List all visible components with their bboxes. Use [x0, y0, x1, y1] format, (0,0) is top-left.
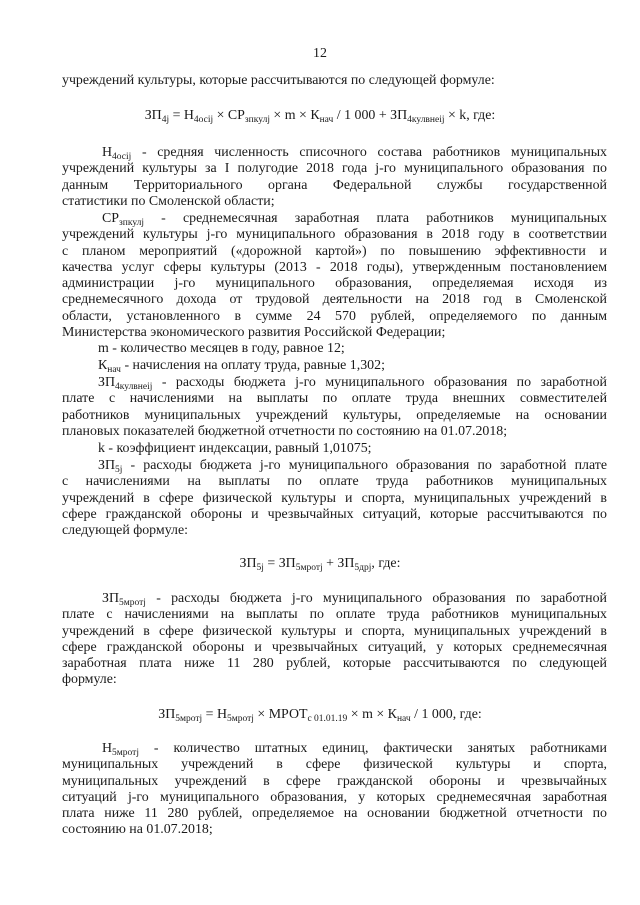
paragraph-knach: $К_{нач}$ - начисления на оплату труда, равные 1,302; — [98, 358, 385, 375]
formula-zp4j: $ЗП_{4j} = Н_{4осіj} \times СР_{зпкулj} \times m \times К_{нач} / 1$ $000 + ЗП_{4кулвнеіj} \times k$, где: — [144, 108, 496, 125]
paragraph-k: k - коэффициент индексации, равный 1,01075; — [98, 441, 372, 456]
paragraph-zp5j: $ЗП_{5j}$ - расходы бюджета j-го муниципального образования по заработной плате с начислениями на выплаты по оплате труда работников муниципальных учреждений в сфере физической культуры и спорта, муниципальных учреждений в сфере гражданской обороны и чрезвычайных ситуаций, которые рассчитываются по следующей формуле: — [62, 458, 607, 539]
paragraph-n5mrotj: $Н_{5мротj}$ - количество штатных единиц, фактически занятых работниками муниципальных учреждений в сфере физической культуры и спорта, муниципальных учреждений в сфере гражданской обороны и чрезвычайных ситуаций j-го муниципального образования, у которых среднемесячная заработная плата ниже 11 280 рублей, определяемое на основании бюджетной отчетности по состоянию на 01.07.2018; — [62, 741, 607, 838]
paragraph-n4osij: $Н_{4осіj}$ - средняя численность списочного состава работников муниципальных учреждений культуры за I полугодие 2018 года j-го муниципального образования по данным Территориального органа Федеральной службы государственной статистики по Смоленской области; — [62, 145, 607, 209]
paragraph-zp4kulvneij: $ЗП_{4кулвнеіj}$ - расходы бюджета j-го муниципального образования по заработной плате с начислениями на выплаты по оплате труда внешних совместителей работников муниципальных учреждений культуры, определяемые на основании плановых показателей бюджетной отчетности по состоянию на 01.07.2018; — [62, 375, 607, 439]
formula-zp5mrotj: $ЗП_{5мротj} = Н_{5мротj}$ × $МРОТ_{с 01.01.19} \times m \times К_{нач} / 1$ 000, где: — [158, 707, 482, 724]
paragraph-sr-zpkulj: $СР_{зпкулj}$ - среднемесячная заработная плата работников муниципальных учреждений культуры j-го муниципального образования в 2018 году в соответствии с планом мероприятий («дорожной картой») по повышению эффективности и качества услуг сферы культуры (2013 - 2018 годы), утвержденным постановлением администрации j-го муниципального образования, определяемая исходя из среднемесячного дохода от трудовой деятельности на 2018 год в Смоленской области, установленного в сумме 24 570 рублей, определяемого по данным Министерства экономического развития Российской Федерации; — [62, 211, 607, 341]
page-number: 12 — [313, 46, 327, 61]
formula-zp5j: $ЗП_{5j} = ЗП_{5мротj} + ЗП_{5дрj}$, где: — [239, 556, 401, 573]
intro-line: учреждений культуры, которые рассчитываются по следующей формуле: — [62, 73, 495, 88]
paragraph-m: m - количество месяцев в году, равное 12; — [98, 341, 345, 356]
paragraph-zp5mrotj: $ЗП_{5мротj}$ - расходы бюджета j-го муниципального образования по заработной плате с начислениями на выплаты по оплате труда работников муниципальных учреждений в сфере физической культуры и спорта, муниципальных учреждений в сфере гражданской обороны и чрезвычайных ситуаций, у которых среднемесячная заработная плата ниже 11 280 рублей, которые рассчитываются по следующей формуле: — [62, 591, 607, 688]
